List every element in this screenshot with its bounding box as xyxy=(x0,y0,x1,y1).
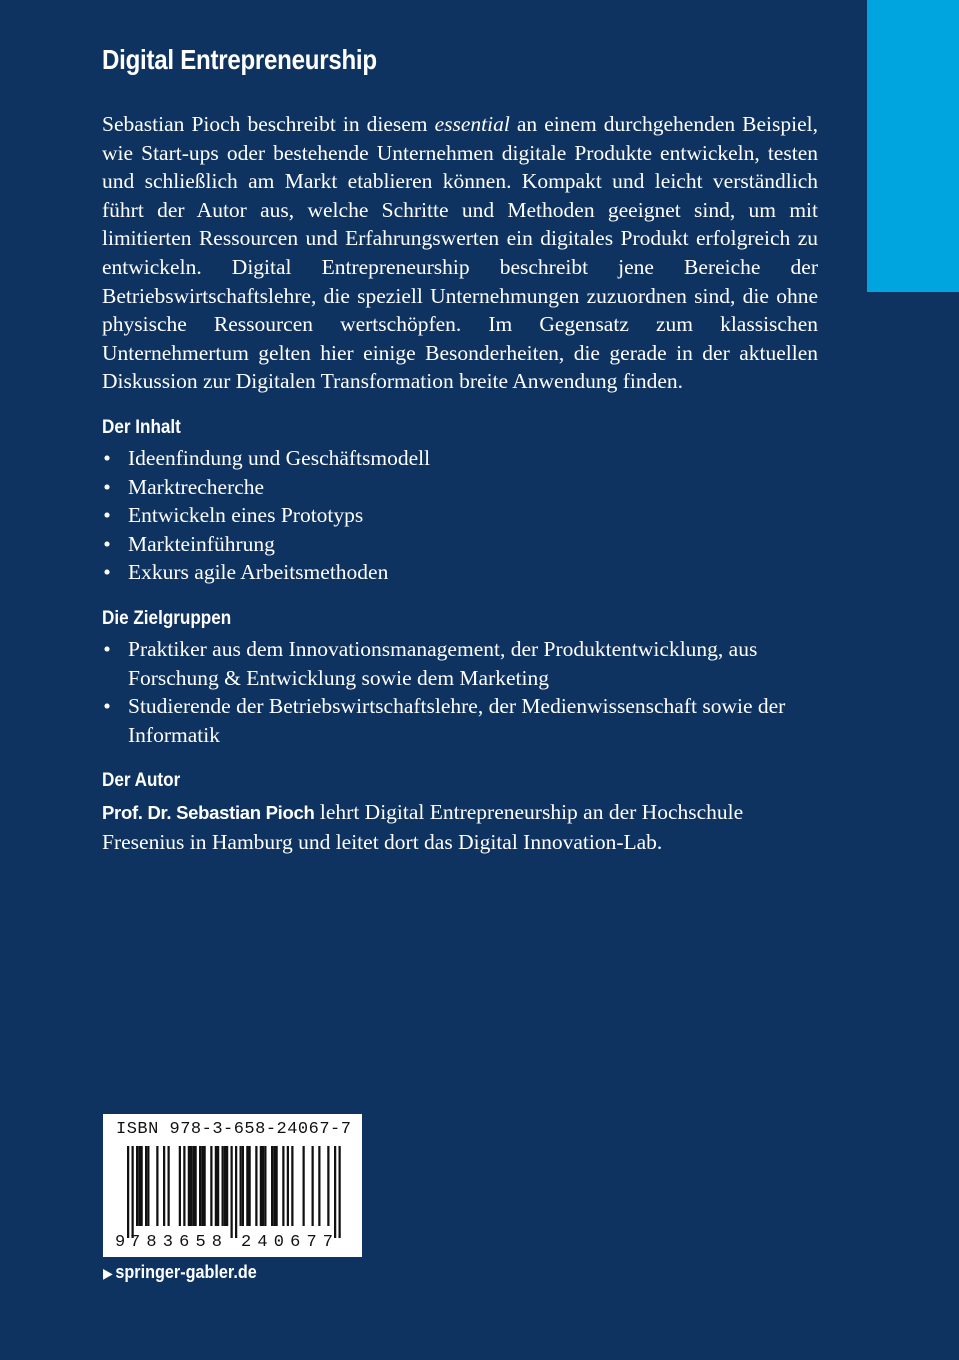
barcode-bar xyxy=(201,1146,203,1226)
intro-text-after: an einem durchgehenden Beispiel, wie Start-ups oder bestehende Unternehmen digitale Produkte entwickeln, testen und schließlich am Markt etablieren können. Kompakt und leicht verständlich führt der Autor aus, welche Schritte und Methoden geeignet sind, um mit limitierten Ressourcen und Erfahrungswerten ein digitales Produkt erfolgreich zu entwickeln. Digital Entrepreneurship beschreibt jene Bereiche der Betriebswirtschaftslehre, die speziell Unternehmungen zuzuordnen sind, die ohne physische Ressourcen wertschöpfen. Im Gegensatz zum klassischen Unternehmertum gelten hier einige Besonderheiten, die gerade in der aktuellen Diskussion zur Digitalen Transformation breite Anwendung finden. xyxy=(102,112,818,394)
intro-paragraph xyxy=(102,110,818,396)
barcode-bar xyxy=(312,1146,314,1226)
barcode-bar xyxy=(235,1146,237,1238)
list-item-text: Studierende der Betriebswirtschaftslehre, der Medienwissenschaft sowie der Informatik xyxy=(128,694,786,747)
publisher-url: springer-gabler.de xyxy=(115,1262,257,1282)
list-item-text: Exkurs agile Arbeitsmethoden xyxy=(128,560,389,585)
list-item xyxy=(102,444,818,473)
list-item-text: Markteinführung xyxy=(128,531,275,556)
zielgruppen-list xyxy=(102,635,818,749)
barcode-bar xyxy=(224,1146,226,1226)
book-title: Digital Entrepreneurship xyxy=(102,44,377,75)
barcode-bar xyxy=(249,1146,251,1226)
barcode-bar xyxy=(132,1146,134,1238)
list-item xyxy=(102,558,818,587)
list-item xyxy=(102,635,818,692)
barcode-bars xyxy=(127,1146,341,1238)
barcode-bar xyxy=(327,1146,329,1226)
barcode-bar xyxy=(271,1146,273,1226)
barcode-bar xyxy=(222,1146,224,1226)
barcode-bar xyxy=(145,1146,147,1226)
bullet-icon: • xyxy=(103,503,111,528)
list-item xyxy=(102,501,818,530)
barcode-bar xyxy=(255,1146,257,1226)
bullet-icon: • xyxy=(103,637,111,661)
list-item xyxy=(102,692,818,749)
barcode-bar xyxy=(179,1146,181,1226)
barcode-bar xyxy=(242,1146,244,1226)
barcode-bar xyxy=(163,1146,165,1226)
barcode-bar xyxy=(246,1146,248,1226)
author-description: lehrt Digital Entrepreneurship an der Hochschule Fresenius in Hamburg und leitet dort das Digital Innovation-Lab. xyxy=(102,800,744,854)
author-paragraph xyxy=(102,798,818,856)
section-heading-zielgruppen: Die Zielgruppen xyxy=(102,608,232,629)
play-triangle-icon: ▶ xyxy=(103,1265,113,1281)
barcode-bar xyxy=(260,1146,262,1226)
barcode-bar xyxy=(276,1146,278,1226)
bullet-icon: • xyxy=(103,560,111,585)
section-heading-inhalt: Der Inhalt xyxy=(102,417,181,438)
bullet-icon: • xyxy=(103,446,111,470)
barcode-bar xyxy=(190,1146,192,1226)
list-item xyxy=(102,473,818,502)
author-name: Prof. Dr. Sebastian Pioch xyxy=(102,802,315,823)
barcode-bar xyxy=(339,1146,341,1238)
barcode-bar xyxy=(318,1146,320,1226)
barcode-bar xyxy=(210,1146,212,1226)
section-heading-autor: Der Autor xyxy=(102,770,181,791)
barcode-bar xyxy=(141,1146,143,1226)
barcode-digit-first: 9 xyxy=(115,1233,126,1252)
barcode-bar xyxy=(262,1146,264,1226)
barcode-digits-left: 783658 xyxy=(130,1233,222,1252)
barcode-bar xyxy=(217,1146,219,1226)
list-item-text: Entwickeln eines Prototyps xyxy=(128,503,364,528)
barcode-bar xyxy=(264,1146,266,1226)
barcode-bar xyxy=(156,1146,158,1226)
barcode-bar xyxy=(127,1146,129,1238)
list-item xyxy=(102,530,818,559)
barcode-digits-right: 240677 xyxy=(241,1233,333,1252)
barcode-graphic xyxy=(103,1114,362,1257)
accent-block xyxy=(867,0,959,292)
barcode-bar xyxy=(303,1146,305,1226)
barcode-bar xyxy=(183,1146,185,1226)
bullet-icon: • xyxy=(103,474,111,499)
barcode-bar xyxy=(291,1146,293,1226)
barcode-bar xyxy=(226,1146,228,1226)
barcode-bar xyxy=(192,1146,194,1226)
barcode-bar xyxy=(136,1146,138,1226)
barcode-bar xyxy=(231,1146,233,1238)
barcode-bar xyxy=(188,1146,190,1226)
isbn-barcode xyxy=(103,1114,362,1257)
list-item-text: Praktiker aus dem Innovationsmanagement, der Produktentwicklung, aus Forschung & Entwicklung sowie dem Marketing xyxy=(128,637,758,690)
barcode-bar xyxy=(199,1146,201,1226)
inhalt-list xyxy=(102,444,818,587)
barcode-bar xyxy=(195,1146,197,1226)
barcode-bar xyxy=(204,1146,206,1226)
list-item-text: Marktrecherche xyxy=(128,474,265,499)
bullet-icon: • xyxy=(103,694,111,719)
bullet-icon: • xyxy=(103,531,111,556)
barcode-bar xyxy=(147,1146,149,1226)
barcode-bar xyxy=(334,1146,336,1238)
barcode-bar xyxy=(168,1146,170,1226)
barcode-bar xyxy=(215,1146,217,1226)
barcode-bar xyxy=(240,1146,242,1226)
isbn-label: ISBN 978-3-658-24067-7 xyxy=(116,1120,352,1139)
intro-text-before: Sebastian Pioch beschreibt in diesem xyxy=(102,112,435,136)
list-item-text: Ideenfindung und Geschäftsmodell xyxy=(128,446,431,470)
barcode-bar xyxy=(287,1146,289,1226)
barcode-bar xyxy=(282,1146,284,1226)
publisher-link[interactable] xyxy=(103,1262,257,1283)
barcode-bar xyxy=(138,1146,140,1226)
intro-text-emphasis: essential xyxy=(434,112,510,136)
barcode-bar xyxy=(273,1146,275,1226)
